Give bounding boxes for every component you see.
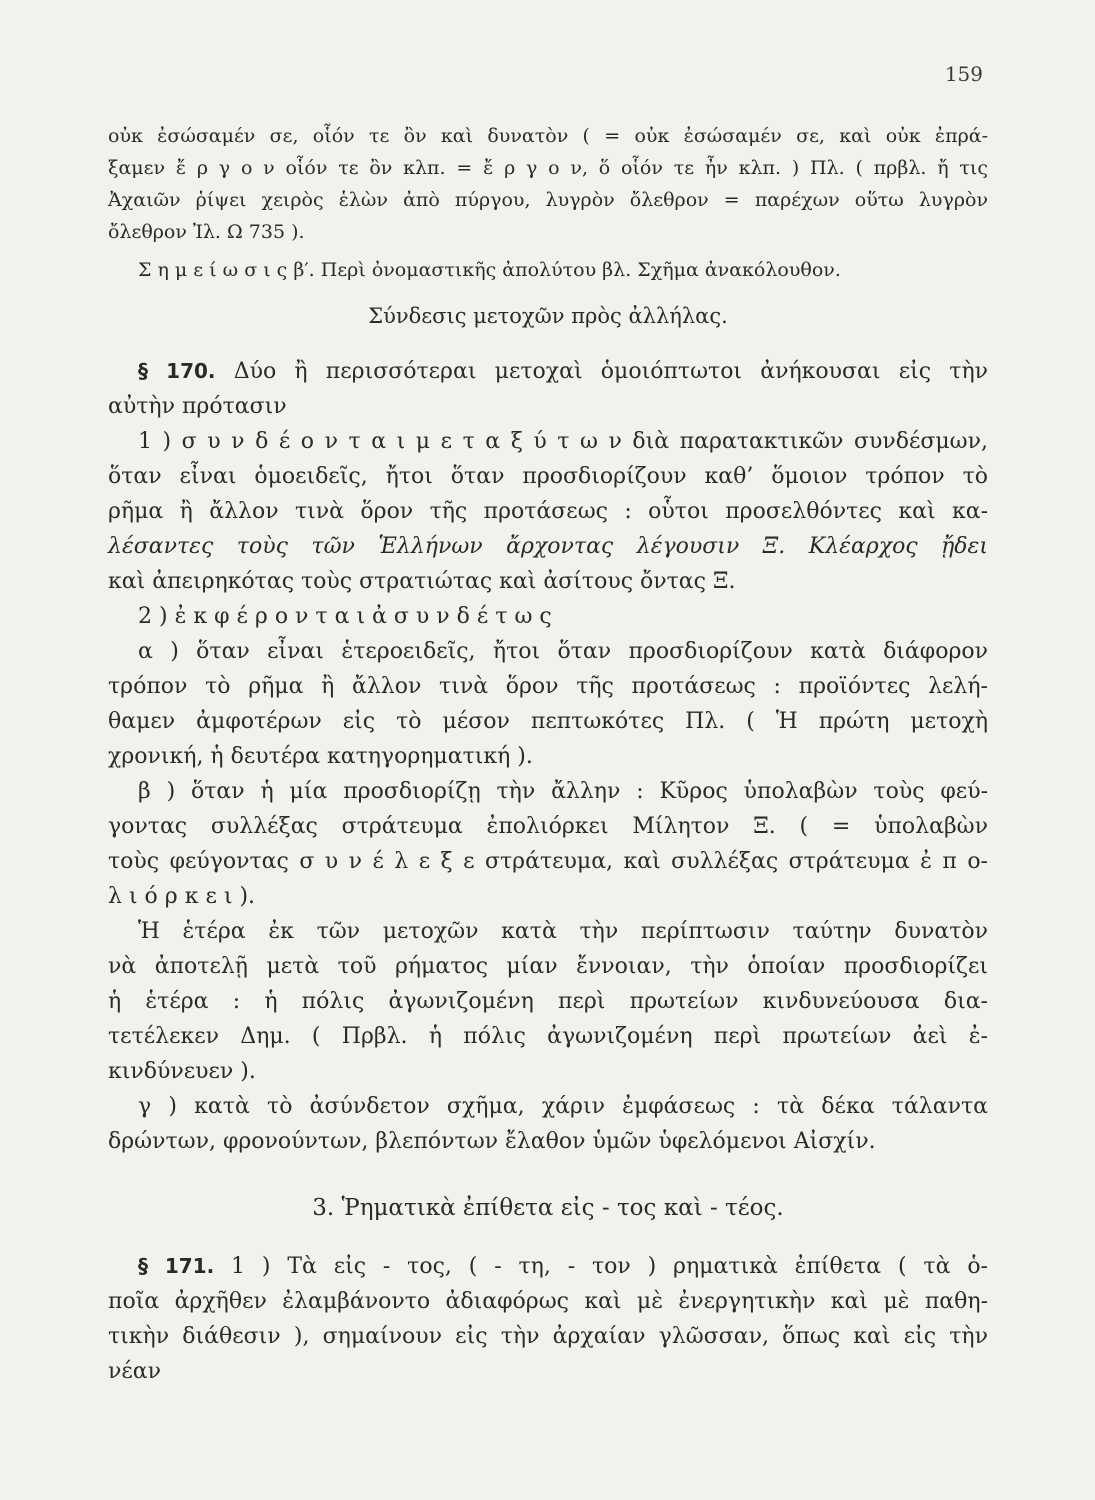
text-line: λ ι ό ρ κ ε ι ). (108, 884, 256, 909)
note-2: Σ η μ ε ί ω σ ι ς β′. Περὶ ὀνομαστικῆς ἀπολύτου βλ. Σχῆμα ἀνακόλουθον. (138, 259, 841, 281)
section-3-title: 3. Ῥηματικὰ ἐπίθετα εἰς - τος καὶ - τέος. (312, 1195, 784, 1221)
text-line: καὶ ἀπειρηκότας τοὺς στρατιώτας καὶ ἀσίτους ὄντας Ξ. (108, 569, 736, 594)
page-number: 159 (944, 62, 983, 86)
subheading: Σύνδεσις μετοχῶν πρὸς ἀλλήλας. (368, 304, 728, 328)
text-line: α ) ὅταν εἶναι ἑτεροειδεῖς, ἤτοι ὅταν προσδιορίζουν κατὰ διάφορον (138, 639, 988, 664)
text-line: οὐκ ἐσώσαμέν σε, οἷόν τε ὂν καὶ δυνατὸν ( = οὐκ ἐσώσαμέν σε, καὶ οὐκ ἐπρά- (108, 125, 988, 147)
section-170 (108, 354, 988, 424)
text-line: Ἀχαιῶν ῥίψει χειρὸς ἑλὼν ἀπὸ πύργου, λυγρὸν ὄλεθρον = παρέχων οὕτω λυγρὸν (108, 189, 988, 211)
text-line: λέσαντες τοὺς τῶν Ἑλλήνων ἄρχοντας λέγουσιν Ξ. Κλέαρχος ᾔδει (108, 534, 988, 559)
text-line: ὅταν εἶναι ὁμοειδεῖς, ἤτοι ὅταν προσδιορίζουν καθ’ ὅμοιον τρόπον τὸ (108, 464, 988, 489)
section-number: § 170. (138, 359, 216, 383)
text-line: θαμεν ἀμφοτέρων εἰς τὸ μέσον πεπτωκότες Πλ. ( Ἡ πρώτη μετοχὴ (108, 709, 988, 734)
item-2b-continuation (108, 914, 988, 1089)
section-171 (108, 1249, 988, 1389)
text-line (108, 354, 988, 389)
text-line: ποῖα ἀρχῆθεν ἐλαμβάνοντο ἀδιαφόρως καὶ μὲ ἐνεργητικὴν καὶ μὲ παθη- (108, 1289, 988, 1314)
text-span: 1 ) Τὰ εἰς - τος, ( - τη, - τον ) ρηματικὰ ἐπίθετα ( τὰ ὁ- (231, 1254, 988, 1279)
text-line: Ἡ ἑτέρα ἐκ τῶν μετοχῶν κατὰ τὴν περίπτωσιν ταύτην δυνατὸν (138, 919, 988, 944)
text-line: τοὺς φεύγοντας σ υ ν έ λ ε ξ ε στράτευμα, καὶ συλλέξας στράτευμα ἐ π ο- (108, 849, 988, 874)
text-line: τετέλεκεν Δημ. ( Πρβλ. ἡ πόλις ἀγωνιζομένη περὶ πρωτείων ἀεὶ ἐ- (108, 1024, 988, 1049)
text-line (108, 1249, 988, 1284)
text-line: δρώντων, φρονούντων, βλεπόντων ἔλαθον ὑμῶν ὑφελόμενοι Αἰσχίν. (108, 1129, 876, 1154)
text-line: γοντας συλλέξας στράτευμα ἐπολιόρκει Μίλητον Ξ. ( = ὑπολαβὼν (108, 814, 988, 839)
text-line: γ ) κατὰ τὸ ἀσύνδετον σχῆμα, χάριν ἐμφάσεως : τὰ δέκα τάλαντα (138, 1094, 988, 1119)
text-line: ὄλεθρον Ἰλ. Ω 735 ). (108, 221, 305, 243)
text-line: τικὴν διάθεσιν ), σημαίνουν εἰς τὴν ἀρχαίαν γλῶσσαν, ὅπως καὶ εἰς τὴν (108, 1324, 988, 1349)
item-2-title: 2 ) ἐ κ φ έ ρ ο ν τ α ι ἀ σ υ ν δ έ τ ω ς (138, 604, 552, 629)
text-line: χρονική, ἡ δευτέρα κατηγορηματική ). (108, 744, 533, 769)
item-2a (108, 634, 988, 774)
text-line: ρῆμα ἢ ἄλλον τινὰ ὅρον τῆς προτάσεως : οὗτοι προσελθόντες καὶ κα- (108, 499, 988, 524)
text-line: ξαμεν ἔ ρ γ ο ν οἷόν τε ὂν κλπ. = ἔ ρ γ ο ν, ὅ οἷόν τε ἦν κλπ. ) Πλ. ( πρβλ. ἤ τις (108, 157, 988, 179)
item-2b (108, 774, 988, 914)
text-line: ἡ ἑτέρα : ἡ πόλις ἀγωνιζομένη περὶ πρωτείων κινδυνεύουσα δια- (108, 989, 988, 1014)
text-line: αὐτὴν πρότασιν (108, 394, 287, 419)
text-span: Δύο ἢ περισσότεραι μετοχαὶ ὁμοιόπτωτοι ἀνήκουσαι εἰς τὴν (233, 359, 988, 384)
item-1 (108, 424, 988, 599)
intro-paragraph (108, 120, 988, 248)
text-line: τρόπον τὸ ρῆμα ἢ ἄλλον τινὰ ὅρον τῆς προτάσεως : προϊόντες λελή- (108, 674, 988, 699)
text-line: 1 ) σ υ ν δ έ ο ν τ α ι μ ε τ α ξ ύ τ ω ν διὰ παρατακτικῶν συνδέσμων, (138, 429, 988, 454)
text-line: νέαν (108, 1359, 162, 1384)
page-content (108, 120, 988, 1389)
text-line: β ) ὅταν ἡ μία προσδιορίζῃ τὴν ἄλλην : Κῦρος ὑπολαβὼν τοὺς φεύ- (138, 779, 988, 804)
text-line: νὰ ἀποτελῇ μετὰ τοῦ ρήματος μίαν ἔννοιαν, τὴν ὁποίαν προσδιορίζει (108, 954, 988, 979)
item-2c (108, 1089, 988, 1159)
text-line: κινδύνευεν ). (108, 1059, 256, 1084)
section-number: § 171. (138, 1254, 215, 1278)
